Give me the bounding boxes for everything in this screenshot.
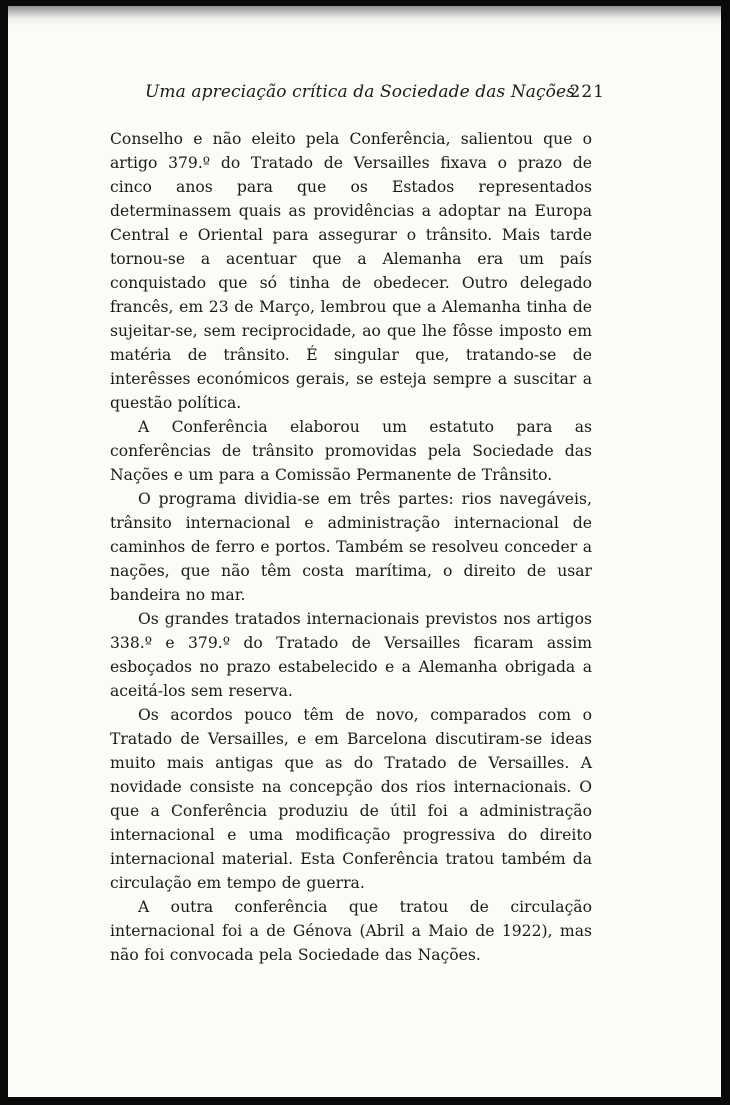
paragraph: A outra conferência que tratou de circulação internacional foi a de Génova (Abril a Maio de 1922), mas não foi convocada pela Sociedade das Nações. bbox=[110, 898, 592, 964]
paragraph: A Conferência elaborou um estatuto para as conferências de trânsito promovidas pela Sociedade das Nações e um para a Comissão Permanente de Trânsito. bbox=[110, 418, 592, 484]
running-title: Uma apreciação crítica da Sociedade das Nações bbox=[145, 82, 575, 102]
book-page bbox=[8, 6, 721, 1097]
page-header bbox=[145, 82, 605, 112]
scan-shadow bbox=[8, 6, 721, 26]
paragraph: Conselho e não eleito pela Conferência, salientou que o artigo 379.º do Tratado de Versailles fixava o prazo de cinco anos para que os Estados representados determinassem quais as providências a adoptar na Europa Central e Oriental para assegurar o trânsito. Mais tarde tornou-se a acentuar que a Alemanha era um país conquistado que só tinha de obedecer. Outro delegado francês, em 23 de Março, lembrou que a Alemanha tinha de sujeitar-se, sem reciprocidade, ao que lhe fôsse imposto em matéria de trânsito. É singular que, tratando-se de interêsses económicos gerais, se esteja sempre a suscitar a questão política. bbox=[110, 130, 592, 412]
page-number: 221 bbox=[569, 82, 605, 102]
paragraph: O programa dividia-se em três partes: rios navegáveis, trânsito internacional e administração internacional de caminhos de ferro e portos. Também se resolveu conceder a nações, que não têm costa marítima, o direito de usar bandeira no mar. bbox=[110, 490, 592, 604]
body-text bbox=[110, 127, 592, 967]
paragraph: Os grandes tratados internacionais previstos nos artigos 338.º e 379.º do Tratado de Versailles ficaram assim esboçados no prazo estabelecido e a Alemanha obrigada a aceitá-los sem reserva. bbox=[110, 610, 592, 700]
paragraph: Os acordos pouco têm de novo, comparados com o Tratado de Versailles, e em Barcelona discutiram-se ideas muito mais antigas que as do Tratado de Versailles. A novidade consiste na concepção dos rios internacionais. O que a Conferência produziu de útil foi a administração internacional e uma modificação progressiva do direito internacional material. Esta Conferência tratou também da circulação em tempo de guerra. bbox=[110, 706, 592, 892]
